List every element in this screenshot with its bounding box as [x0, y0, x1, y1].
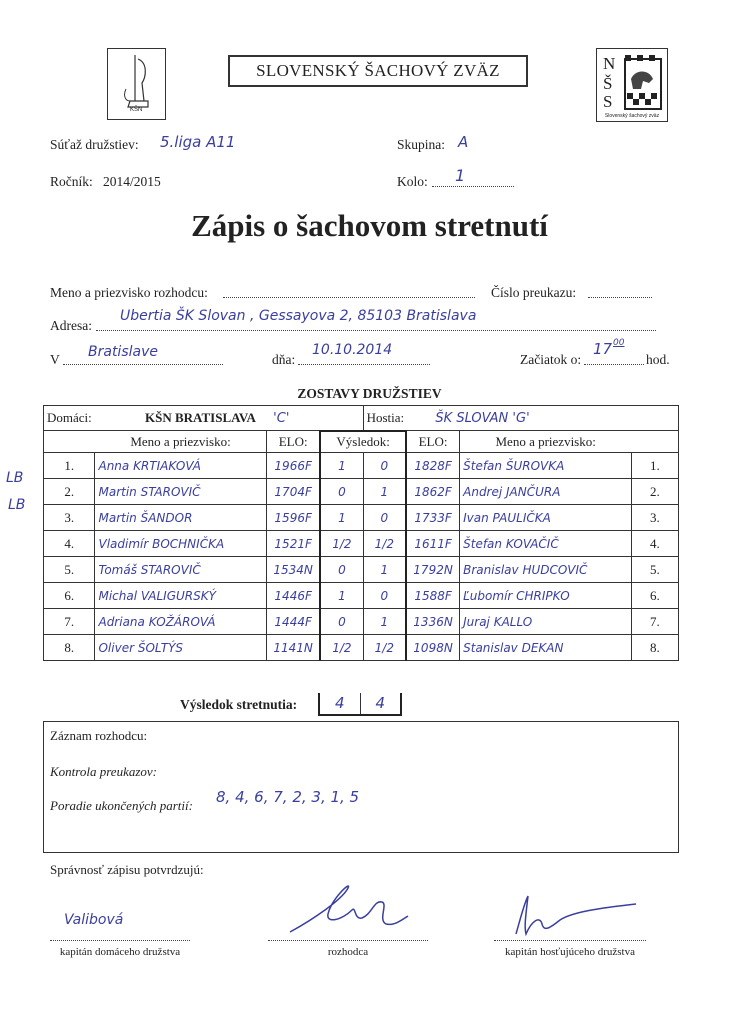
- home-result: 1: [320, 583, 363, 609]
- table-row: [44, 505, 679, 531]
- referee-name-dots: [223, 297, 475, 298]
- guest-player: Ivan PAULIČKA: [460, 505, 632, 531]
- guest-result: 1/2: [363, 635, 406, 661]
- referee-name-label: Meno a priezvisko rozhodcu:: [50, 285, 208, 300]
- home-result: 1: [320, 453, 363, 479]
- table-row: [44, 635, 679, 661]
- board-number-right: 3.: [631, 505, 678, 531]
- home-result: 0: [320, 609, 363, 635]
- place-label: V: [50, 352, 60, 367]
- start-value: 17: [593, 340, 613, 358]
- board-number: 4.: [44, 531, 95, 557]
- guest-player: Branislav HUDCOVIČ: [460, 557, 632, 583]
- guest-elo: 1336N: [406, 609, 460, 635]
- season-label: Ročník:: [50, 174, 93, 189]
- col-guest-name: Meno a priezvisko:: [460, 431, 632, 453]
- organization-title: SLOVENSKÝ ŠACHOVÝ ZVÄZ: [228, 55, 528, 87]
- referee-signature-line: [268, 940, 428, 941]
- home-result: 1: [320, 505, 363, 531]
- home-elo: 1534N: [267, 557, 321, 583]
- home-player: Tomáš STAROVIČ: [95, 557, 267, 583]
- referee-signature-caption: rozhodca: [327, 946, 369, 958]
- group-value: A: [458, 133, 469, 151]
- start-label: Začiatok o:: [520, 352, 582, 367]
- match-result-label: Výsledok stretnutia:: [180, 697, 298, 712]
- home-elo: 1596F: [267, 505, 321, 531]
- home-player: Martin ŠANDOR: [95, 505, 267, 531]
- confirm-label: Správnosť zápisu potvrdzujú:: [50, 862, 204, 877]
- guest-elo: 1098N: [406, 635, 460, 661]
- home-team-cell: [44, 406, 364, 431]
- lineup-table: [43, 405, 679, 661]
- guest-elo: 1733F: [406, 505, 460, 531]
- guest-elo: 1792N: [406, 557, 460, 583]
- board-number: 8.: [44, 635, 95, 661]
- group-label: Skupina:: [397, 137, 446, 152]
- home-result: 1/2: [320, 635, 363, 661]
- board-number-right: 2.: [631, 479, 678, 505]
- home-elo: 1446F: [267, 583, 321, 609]
- guest-player: Ľubomír CHRIPKO: [460, 583, 632, 609]
- home-elo: 1444F: [267, 609, 321, 635]
- guest-elo: 1611F: [406, 531, 460, 557]
- guest-elo: 1588F: [406, 583, 460, 609]
- guest-result: 0: [363, 583, 406, 609]
- guest-elo: 1862F: [406, 479, 460, 505]
- home-signature-caption: kapitán domáceho družstva: [59, 946, 181, 958]
- board-number: 3.: [44, 505, 95, 531]
- board-number-right: 4.: [631, 531, 678, 557]
- board-number: 2.: [44, 479, 95, 505]
- guest-player: Juraj KALLO: [460, 609, 632, 635]
- board-number-right: 5.: [631, 557, 678, 583]
- col-guest-elo: ELO:: [406, 431, 460, 453]
- left-logo-text: KŠN: [130, 107, 143, 113]
- referee-id-label: Číslo preukazu:: [491, 285, 577, 300]
- guest-result: 1/2: [363, 531, 406, 557]
- guest-player: Andrej JANČURA: [460, 479, 632, 505]
- table-row: [44, 531, 679, 557]
- home-elo: 1966F: [267, 453, 321, 479]
- place-dots: [63, 364, 223, 365]
- match-result-box: [318, 693, 402, 716]
- guest-player: Stanislav DEKAN: [460, 635, 632, 661]
- home-result: 0: [320, 479, 363, 505]
- guest-captain-signature-icon: [510, 890, 640, 940]
- round-dots: [432, 186, 514, 187]
- table-row: [44, 583, 679, 609]
- col-home-elo: ELO:: [267, 431, 321, 453]
- start-minutes: 00: [613, 338, 625, 348]
- col-home-name: Meno a priezvisko:: [95, 431, 267, 453]
- hour-label: hod.: [646, 352, 670, 367]
- date-label: dňa:: [272, 352, 296, 367]
- guest-result: 1: [363, 479, 406, 505]
- referee-signature-icon: [282, 880, 412, 940]
- season-value: 2014/2015: [103, 174, 161, 189]
- round-value: 1: [455, 166, 466, 185]
- svg-text:N: N: [603, 54, 616, 73]
- guest-elo: 1828F: [406, 453, 460, 479]
- notes-order-label: Poradie ukončených partií:: [50, 798, 193, 813]
- margin-mark-2: LB: [8, 497, 26, 513]
- home-elo: 1141N: [267, 635, 321, 661]
- home-elo: 1521F: [267, 531, 321, 557]
- table-row: [44, 453, 679, 479]
- column-header-row: [44, 431, 679, 453]
- home-player: Adriana KOŽÁROVÁ: [95, 609, 267, 635]
- guest-player: Štefan KOVAČIČ: [460, 531, 632, 557]
- home-player: Michal VALIGURSKÝ: [95, 583, 267, 609]
- referee-id-dots: [588, 297, 652, 298]
- guest-result: 0: [363, 453, 406, 479]
- knight-castle-logo-icon: [597, 49, 667, 121]
- left-logo: [107, 48, 166, 120]
- home-player: Oliver ŠOLTÝS: [95, 635, 267, 661]
- svg-text:Š: Š: [603, 74, 613, 93]
- home-result: 0: [320, 557, 363, 583]
- right-logo-caption: Slovenský šachový zväz: [604, 113, 660, 119]
- notes-title: Záznam rozhodcu:: [50, 728, 148, 743]
- guest-team-hw: ŠK SLOVAN 'G': [435, 410, 530, 426]
- guest-result: 1: [363, 609, 406, 635]
- svg-text:S: S: [603, 92, 613, 111]
- address-dots: [96, 330, 656, 331]
- col-result: Výsledok:: [320, 431, 406, 453]
- lineup-title: ZOSTAVY DRUŽSTIEV: [297, 386, 442, 401]
- place-value: Bratislave: [88, 344, 158, 360]
- competition-label: Súťaž družstiev:: [50, 137, 139, 152]
- home-captain-signature: Valibová: [64, 912, 124, 928]
- home-player: Martin STAROVIČ: [95, 479, 267, 505]
- board-number: 1.: [44, 453, 95, 479]
- home-result: 1/2: [320, 531, 363, 557]
- guest-result: 0: [363, 505, 406, 531]
- round-label: Kolo:: [397, 174, 428, 189]
- right-logo: [596, 48, 668, 122]
- board-number: 6.: [44, 583, 95, 609]
- board-number-right: 1.: [631, 453, 678, 479]
- table-row: [44, 479, 679, 505]
- date-value: 10.10.2014: [312, 342, 393, 358]
- competition-value: 5.liga A11: [160, 133, 236, 151]
- board-number: 7.: [44, 609, 95, 635]
- home-team-hw: 'C': [273, 410, 290, 426]
- team-header-row: [44, 406, 679, 431]
- margin-mark-1: LB: [6, 470, 24, 486]
- address-label: Adresa:: [50, 318, 92, 333]
- guest-result: 1: [363, 557, 406, 583]
- guest-player: Štefan ŠUROVKA: [460, 453, 632, 479]
- board-number-right: 6.: [631, 583, 678, 609]
- referee-notes-box: [43, 721, 679, 853]
- page-title: Zápis o šachovom stretnutí: [191, 208, 548, 243]
- notes-check-label: Kontrola preukazov:: [50, 764, 157, 779]
- board-number: 5.: [44, 557, 95, 583]
- notes-order-value: 8, 4, 6, 7, 2, 3, 1, 5: [216, 788, 360, 806]
- board-number-right: 7.: [631, 609, 678, 635]
- address-value: Ubertia ŠK Slovan , Gessayova 2, 85103 Bratislava: [120, 308, 477, 324]
- table-row: [44, 609, 679, 635]
- match-result-home: 4: [320, 693, 361, 714]
- home-team-name: KŠN BRATISLAVA: [145, 409, 256, 425]
- start-dots: [584, 364, 644, 365]
- home-signature-line: [50, 940, 190, 941]
- home-player: Anna KRTIAKOVÁ: [95, 453, 267, 479]
- home-player: Vladimír BOCHNIČKA: [95, 531, 267, 557]
- home-label: Domáci:: [47, 409, 92, 425]
- guest-label: Hostia:: [366, 409, 405, 425]
- guest-signature-line: [494, 940, 646, 941]
- home-elo: 1704F: [267, 479, 321, 505]
- match-result-guest: 4: [375, 694, 386, 712]
- table-row: [44, 557, 679, 583]
- board-number-right: 8.: [631, 635, 678, 661]
- date-dots: [298, 364, 430, 365]
- guest-signature-caption: kapitán hosťujúceho družstva: [505, 946, 635, 958]
- guest-team-cell: [363, 406, 678, 431]
